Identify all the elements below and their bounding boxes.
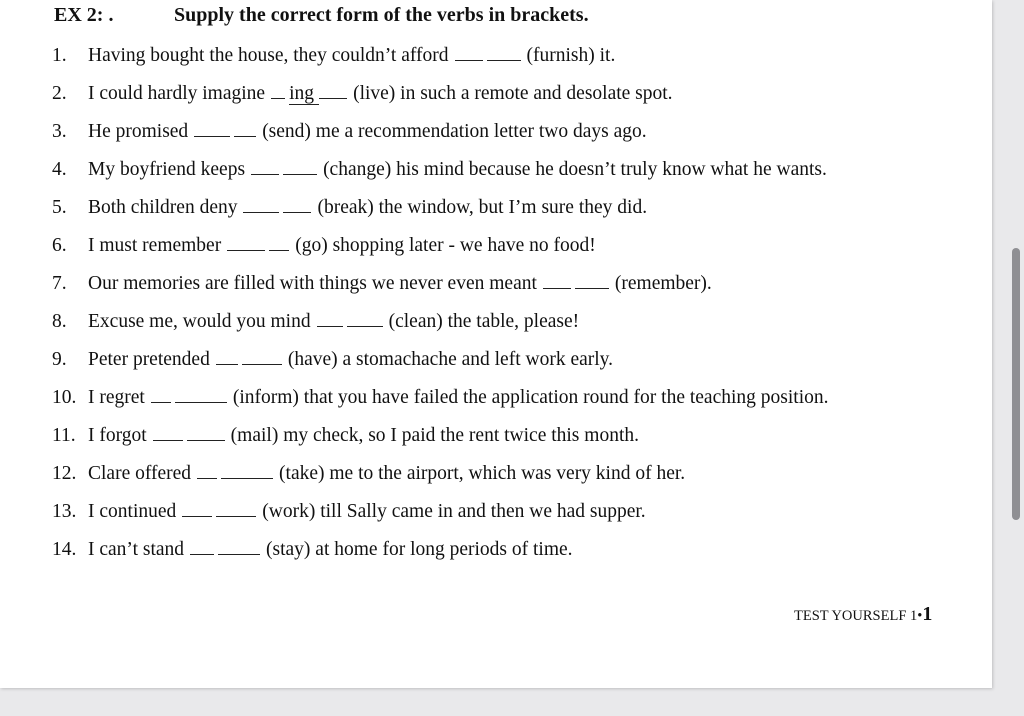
exercise-item-8: [52, 308, 579, 334]
answer-blank[interactable]: [543, 270, 571, 289]
answer-blank[interactable]: [269, 232, 289, 251]
item-text-before: Having bought the house, they couldn’t afford: [88, 45, 449, 66]
answer-blank[interactable]: [175, 384, 227, 403]
item-text-before: Clare offered: [88, 463, 192, 484]
exercise-item-2: [52, 80, 673, 106]
exercise-item-13: [52, 498, 646, 524]
item-text-before: I must remember: [88, 235, 222, 256]
answer-blank[interactable]: [242, 346, 282, 365]
item-number: 6.: [52, 235, 67, 256]
answer-blank[interactable]: [271, 80, 285, 99]
answer-blank[interactable]: [317, 308, 343, 327]
item-text-after: (mail) my check, so I paid the rent twice this month.: [230, 425, 639, 446]
answer-blank[interactable]: [182, 498, 212, 517]
answer-blank[interactable]: [575, 270, 609, 289]
item-text-after: (work) till Sally came in and then we had supper.: [262, 501, 646, 522]
answer-blank[interactable]: [455, 42, 483, 61]
answer-blank[interactable]: [190, 536, 214, 555]
item-number: 12.: [52, 463, 77, 484]
item-text-before: My boyfriend keeps: [88, 159, 246, 180]
item-number: 11.: [52, 425, 76, 446]
item-number: 5.: [52, 197, 67, 218]
item-number: 9.: [52, 349, 67, 370]
exercise-item-3: [52, 118, 647, 144]
handwritten-answer[interactable]: ing: [289, 84, 319, 105]
footer-bullet: •: [917, 608, 923, 624]
answer-blank[interactable]: [218, 536, 260, 555]
item-text-before: Our memories are filled with things we never even meant: [88, 273, 537, 294]
answer-blank[interactable]: [194, 118, 230, 137]
exercise-item-7: [52, 270, 712, 296]
answer-blank[interactable]: [151, 384, 171, 403]
item-text-after: (furnish) it.: [526, 45, 616, 66]
item-text-after: (send) me a recommendation letter two days ago.: [262, 121, 647, 142]
item-text-before: Excuse me, would you mind: [88, 311, 311, 332]
item-number: 2.: [52, 83, 67, 104]
item-text-after: (break) the window, but I’m sure they did.: [317, 197, 648, 218]
item-text-after: (go) shopping later - we have no food!: [295, 235, 596, 256]
item-text-before: I could hardly imagine: [88, 83, 266, 104]
exercise-label: EX 2: .: [54, 4, 114, 26]
exercise-item-1: [52, 42, 615, 68]
item-number: 8.: [52, 311, 67, 332]
answer-blank[interactable]: [283, 194, 311, 213]
page-number: 1: [922, 603, 933, 625]
item-number: 1.: [52, 45, 67, 66]
answer-blank[interactable]: [216, 498, 256, 517]
answer-blank[interactable]: [243, 194, 279, 213]
item-text-before: I continued: [88, 501, 177, 522]
answer-blank[interactable]: [234, 118, 256, 137]
exercise-instruction: Supply the correct form of the verbs in brackets.: [174, 4, 589, 26]
item-text-before: I regret: [88, 387, 145, 408]
item-number: 10.: [52, 387, 77, 408]
exercise-item-6: [52, 232, 596, 258]
item-text-after: (change) his mind because he doesn’t truly know what he wants.: [323, 159, 827, 180]
answer-blank[interactable]: [227, 232, 265, 251]
item-text-before: Peter pretended: [88, 349, 210, 370]
exercise-item-9: [52, 346, 613, 372]
item-text-after: (inform) that you have failed the application round for the teaching position.: [232, 387, 829, 408]
exercise-item-4: [52, 156, 827, 182]
exercise-item-12: [52, 460, 685, 486]
item-text-before: I forgot: [88, 425, 147, 446]
item-text-after: (have) a stomachache and left work early.: [287, 349, 614, 370]
vertical-scrollbar[interactable]: [1012, 248, 1020, 520]
answer-blank[interactable]: [487, 42, 521, 61]
item-text-before: I can’t stand: [88, 539, 185, 560]
exercise-item-11: [52, 422, 639, 448]
answer-blank[interactable]: [153, 422, 183, 441]
exercise-item-10: [52, 384, 829, 410]
item-number: 4.: [52, 159, 67, 180]
answer-blank[interactable]: [221, 460, 273, 479]
answer-blank[interactable]: [216, 346, 238, 365]
item-text-after: (remember).: [614, 273, 712, 294]
item-text-before: He promised: [88, 121, 189, 142]
item-text-after: (stay) at home for long periods of time.: [266, 539, 573, 560]
answer-blank[interactable]: [187, 422, 225, 441]
item-text-after: (live) in such a remote and desolate spot.: [353, 83, 673, 104]
item-text-after: (take) me to the airport, which was very kind of her.: [279, 463, 686, 484]
item-text-after: (clean) the table, please!: [388, 311, 580, 332]
item-number: 3.: [52, 121, 67, 142]
exercise-heading: [54, 4, 589, 27]
answer-blank[interactable]: [197, 460, 217, 479]
page-footer: [794, 603, 932, 626]
exercise-item-14: [52, 536, 573, 562]
answer-blank[interactable]: [319, 80, 347, 99]
answer-blank[interactable]: [251, 156, 279, 175]
item-number: 14.: [52, 539, 77, 560]
answer-blank[interactable]: [283, 156, 317, 175]
exercise-item-5: [52, 194, 647, 220]
item-text-before: Both children deny: [88, 197, 238, 218]
answer-blank[interactable]: [347, 308, 383, 327]
footer-text: TEST YOURSELF 1: [794, 608, 918, 624]
item-number: 13.: [52, 501, 77, 522]
item-number: 7.: [52, 273, 67, 294]
